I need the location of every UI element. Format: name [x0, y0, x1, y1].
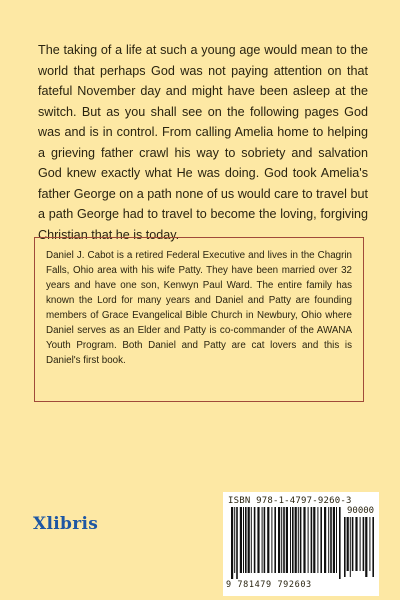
publisher-logo: Xlibris — [33, 514, 99, 534]
price-code: 90000 — [347, 506, 375, 516]
price-barcode — [344, 517, 374, 577]
ean-barcode — [231, 507, 341, 579]
back-cover-blurb: The taking of a life at such a young age would mean to the world that perhaps God was not paying attention on that fateful November day and might have been asleep at the switch. But as you shall see on the following pages God was and is in control. From calling Amelia home to helping a grieving father crawl his way to sobriety and salvation God knew exactly what He was doing. God took Amelia's father George on a path none of us would care to travel but a path George had to travel to become the loving, forgiving Christian that he is today. — [38, 43, 368, 242]
isbn-label: ISBN 978-1-4797-9260-3 — [228, 496, 352, 506]
barcode-digits: 9 781479 792603 — [226, 580, 312, 590]
author-bio-box: Daniel J. Cabot is a retired Federal Executive and lives in the Chagrin Falls, Ohio area with his wife Patty. They have been married over 32 years and have one son, Kenwyn Paul Ward. The entire family has known the Lord for many years and Daniel and Patty are founding members of Grace Evangelical Bible Church in Newbury, Ohio where Daniel serves as an Elder and Patty is co-commander of the AWANA Youth Program. Both Daniel and Patty are cat lovers and this is Daniel's first book. — [34, 237, 364, 402]
barcode-area — [223, 492, 379, 596]
